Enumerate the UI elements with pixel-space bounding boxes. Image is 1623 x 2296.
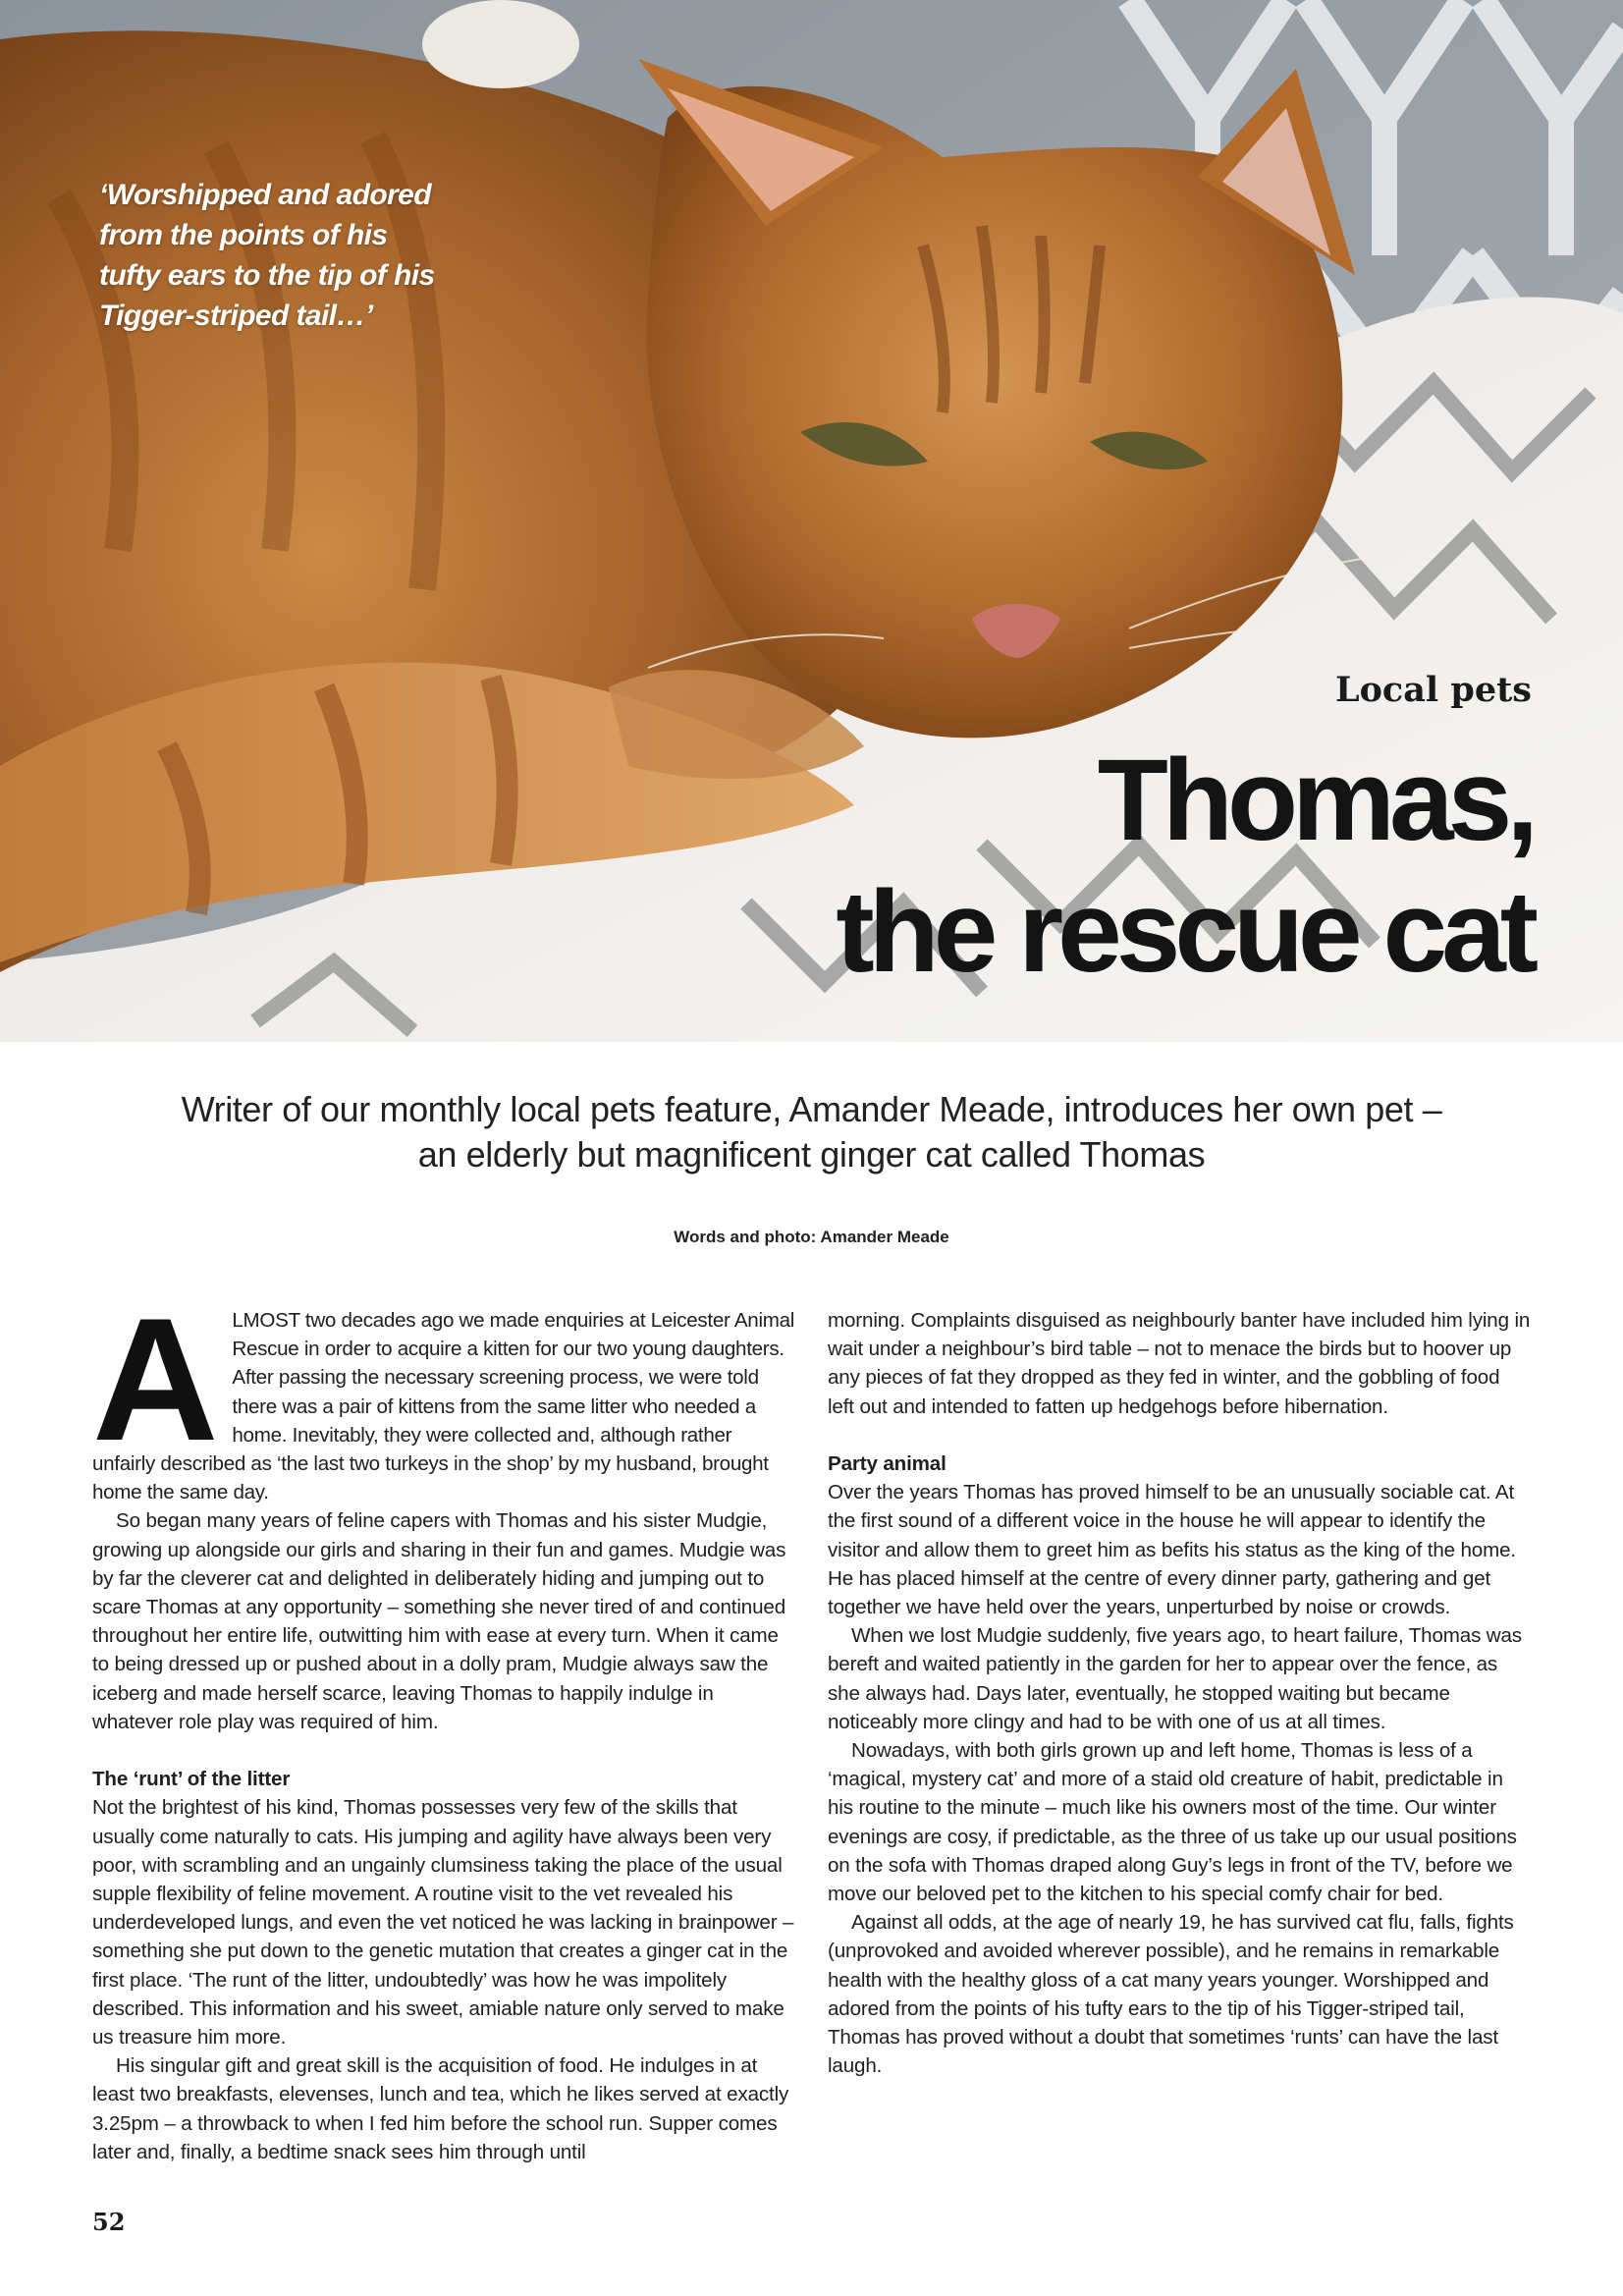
subheading: The ‘runt’ of the litter <box>92 1768 291 1791</box>
article-paragraph: morning. Complaints disguised as neighbourly banter have included him lying in wait under a neighbour’s bird table – not to menace the birds but to hoover up any pieces of fat they dropped as they fed in winter, and the gobbling of food left out and intended to fatten up hedgehogs before hibernation. <box>828 1309 1531 1418</box>
headline <box>649 735 1533 998</box>
section-label: Local pets <box>1334 670 1532 710</box>
subheading: Party animal <box>828 1452 947 1475</box>
standfirst: Writer of our monthly local pets feature, Amander Meade, introduces her own pet – an elderly but magnificent ginger cat called Thomas <box>181 1089 1442 1175</box>
dropcap: A <box>92 1282 219 1477</box>
article-paragraph: When we lost Mudgie suddenly, five years ago, to heart failure, Thomas was bereft and waited patiently in the garden for her to appear over the fence, as she always had. Days later, eventually, he stopped waiting but became noticeably more clingy and had to be with one of us at all times. <box>828 1624 1522 1733</box>
pull-quote: ‘Worshipped and adored from the points of his tufty ears to the tip of his Tigger-striped tail…’ <box>99 179 435 332</box>
article-column-left <box>92 1282 795 2166</box>
article-paragraph: Against all odds, at the age of nearly 19, he has survived cat flu, falls, fights (unprovoked and avoided wherever possible), and he remains in remarkable health with the healthy gloss of a cat many years younger. Worshipped and adored from the points of his tufty ears to the tip of his Tigger-striped tail, Thomas has proved without a doubt that sometimes ‘runts’ can have the last laugh. <box>828 1911 1514 2078</box>
article-paragraph: Over the years Thomas has proved himself to be an unusually sociable cat. At the first sound of a different voice in the house he will appear to identify the visitor and allow them to greet him as befits his status as the king of the home. He has placed himself at the centre of every dinner party, gathering and get together we have held over the years, unperturbed by noise or crowds. <box>828 1481 1516 1619</box>
page-number: 52 <box>92 2208 126 2236</box>
article-paragraph: Not the brightest of his kind, Thomas possesses very few of the skills that usually come naturally to cats. His jumping and agility have always been very poor, with scrambling and an ungainly clumsiness taking the place of the usual supple flexibility of feline movement. A routine visit to the vet revealed his underdeveloped lungs, and even the vet noticed he was lacking in brainpower – something she put down to the genetic mutation that creates a ginger cat in the first place. ‘The runt of the litter, undoubtedly’ was how he was impolitely described. This information and his sweet, amiable nature only served to make us treasure him more. <box>92 1796 794 2050</box>
article-paragraph <box>92 1282 795 1506</box>
article-column-right <box>828 1306 1531 2080</box>
headline-line-1: Thomas, <box>1097 736 1533 865</box>
article-paragraph: Nowadays, with both girls grown up and left home, Thomas is less of a ‘magical, mystery cat’ and more of a staid old creature of habit, predictable in his routine to the minute – much like his owners most of the time. Our winter evenings are cosy, if predictable, as the three of us take up our usual positions on the sofa with Thomas draped along Guy’s legs in front of the TV, before we move our beloved pet to the kitchen to his special comfy chair for bed. <box>828 1739 1517 1906</box>
paragraph-text: LMOST two decades ago we made enquiries at Leicester Animal Rescue in order to acquire a kitten for our two young daughters. After passing the necessary screening process, we were told there was a pair of kittens from the same litter who needed a home. Inevitably, they were collected and, although rather unfairly described as ‘the last two turkeys in the shop’ by my husband, brought home the same day. <box>92 1309 794 1504</box>
hero-photo <box>0 0 1623 1042</box>
article-paragraph: His singular gift and great skill is the acquisition of food. He indulges in at least two breakfasts, elevenses, lunch and tea, which he likes served at exactly 3.25pm – a throwback to when I fed him before the school run. Supper comes later and, finally, a bedtime snack sees him through until <box>92 2054 789 2163</box>
byline-credit: Words and photo: Amander Meade <box>674 1228 949 1246</box>
article-paragraph: So began many years of feline capers with Thomas and his sister Mudgie, growing up alongside our girls and sharing in their fun and games. Mudgie was by far the cleverer cat and delighted in deliberately hiding and jumping out to scare Thomas at any opportunity – something she never tired of and continued throughout her entire life, outwitting him with ease at every turn. When it came to being dressed up or pushed about in a dolly pram, Mudgie always saw the iceberg and made herself scarce, leaving Thomas to happily indulge in whatever role play was required of him. <box>92 1509 786 1733</box>
headline-line-2: the rescue cat <box>836 867 1533 997</box>
